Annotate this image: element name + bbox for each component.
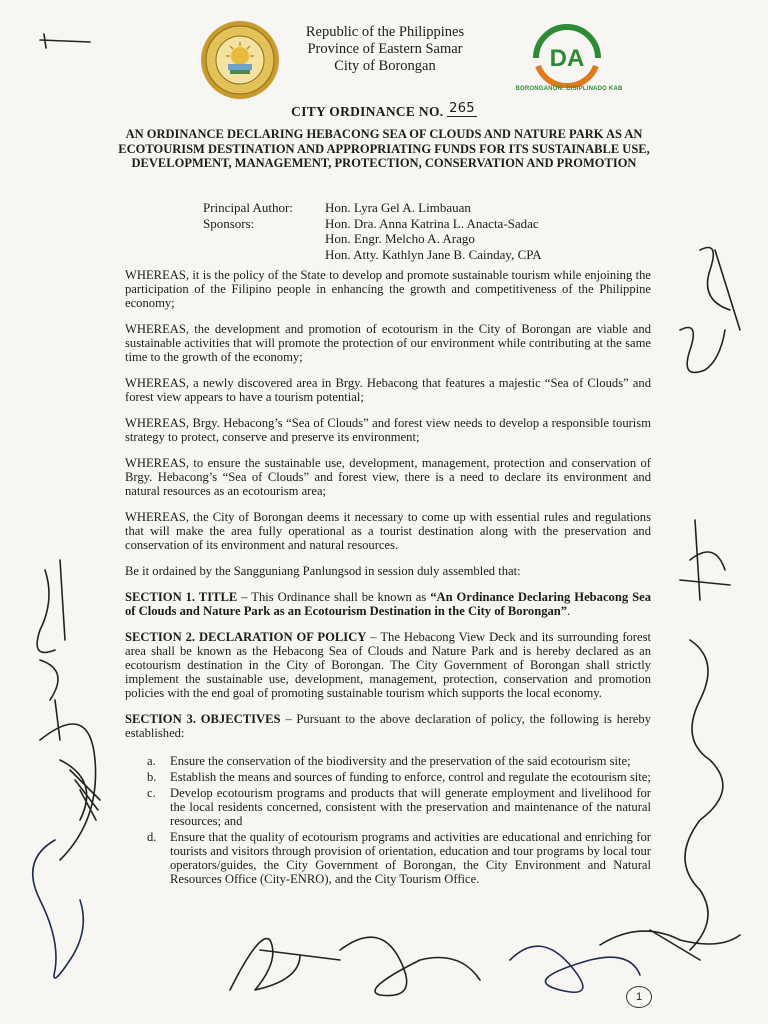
whereas-clause-5: WHEREAS, to ensure the sustainable use, development, management, protection and conservation of Brgy. Hebacong’s “Sea of Clouds” and forest view, there is a need to declare its environment and natural resources as an ecotourism area; (125, 456, 651, 498)
signature-left-large (40, 724, 100, 860)
list-item-text: Develop ecotourism programs and products that will generate employment and livelihood for the local residents concerned, consistent with the preservation and maintenance of the natural resources; and (170, 786, 651, 828)
ordinance-label: CITY ORDINANCE NO. (291, 104, 444, 119)
whereas-clause-3: WHEREAS, a newly discovered area in Brgy. Hebacong that features a majestic “Sea of Clouds” and forest view appears to have a tourism potential; (125, 376, 651, 404)
list-item-text: Establish the means and sources of funding to enforce, control and regulate the ecotourism site; (170, 770, 651, 784)
signature-bottom-1 (230, 939, 340, 990)
sponsor-2: Hon. Engr. Melcho A. Arago (325, 231, 475, 246)
section-3 (125, 712, 651, 740)
list-item (125, 786, 651, 828)
city-seal-icon (200, 20, 280, 100)
sponsors-label: Sponsors: (203, 215, 255, 231)
ordinance-number: 265 (449, 101, 475, 116)
ordinance-body (125, 268, 651, 888)
list-item-text: Ensure that the quality of ecotourism programs and activities are educational and enriching for tourists and visitors through provision of orientation, education and tour programs by local tour operators/guides, the City Government of Borongan, the City Environment and Natural Resources Office (City-ENRO), and the City Tourism Office. (170, 830, 651, 886)
signature-bottom-2 (340, 937, 480, 995)
signature-initial-left-2 (40, 660, 60, 740)
signature-initial-right-2 (680, 328, 725, 373)
list-marker: d. (147, 830, 157, 844)
list-item (125, 754, 651, 768)
signature-initial-right-1 (700, 248, 740, 331)
ordinance-title: AN ORDINANCE DECLARING HEBACONG SEA OF CLOUDS AND NATURE PARK AS AN ECOTOURISM DESTINATION AND APPROPRIATING FUNDS FOR ITS SUSTAINABLE USE, DEVELOPMENT, MANAGEMENT, PROTECTION, CONSERVATION AND PROMOTION (118, 127, 650, 171)
signature-bottom-3 (510, 946, 640, 992)
whereas-clause-4: WHEREAS, Brgy. Hebacong’s “Sea of Clouds” and forest view needs to develop a responsible tourism strategy to protect, conserve and preserve its environment; (125, 416, 651, 444)
header-republic: Republic of the Philippines (305, 24, 465, 40)
section-3-text: – Pursuant to the above declaration of policy, the following is hereby established: (125, 712, 651, 740)
header-province: Province of Eastern Samar (307, 41, 463, 57)
sponsor-1: Hon. Dra. Anna Katrina L. Anacta-Sadac (325, 215, 539, 231)
principal-author-label: Principal Author: (203, 200, 293, 215)
da-logo-text: DA (549, 45, 585, 72)
list-marker: a. (147, 754, 156, 768)
whereas-clause-2: WHEREAS, the development and promotion of ecotourism in the City of Borongan are viable and sustainable activities that will promote the protection of our environment while contributing at the same time to the growth of the economy; (125, 322, 651, 364)
section-1-end: . (567, 604, 571, 618)
sponsor-3: Hon. Atty. Kathlyn Jane B. Cainday, CPA (325, 246, 542, 262)
ordained-clause: Be it ordained by the Sangguniang Panlungsod in session duly assembled that: (125, 564, 521, 578)
list-item (125, 830, 651, 886)
section-2 (125, 630, 651, 700)
list-marker: b. (147, 770, 157, 784)
da-logo-icon (528, 20, 606, 88)
signature-right-long (685, 640, 723, 950)
list-marker: c. (147, 786, 156, 800)
section-1-title: “An Ordinance Declaring Hebacong Sea of Clouds and Nature Park as an Ecotourism Destination in the City of Borongan” (125, 590, 651, 618)
signature-initial-right-3 (680, 520, 730, 600)
signature-left-blue (33, 840, 84, 978)
whereas-clause-6: WHEREAS, the City of Borongan deems it necessary to come up with essential rules and regulations that will make the area fully operational as a tourist destination along with the preservation and conservation of its environment and natural resources. (125, 510, 651, 552)
list-item (125, 770, 651, 784)
section-3-heading: SECTION 3. OBJECTIVES (125, 712, 281, 726)
objectives-list (125, 754, 651, 886)
section-1-text: – This Ordinance shall be known as (237, 590, 431, 604)
whereas-clause-1: WHEREAS, it is the policy of the State to develop and promote sustainable tourism while enjoining the participation of the Filipino people in enhancing the growth and competitiveness of the Philippine economy; (125, 268, 651, 310)
section-1-heading: SECTION 1. TITLE (125, 590, 238, 604)
principal-author: Hon. Lyra Gel A. Limbauan (325, 200, 471, 215)
section-2-text: – The Hebacong View Deck and its surrounding forest area shall be known as the Hebacong Sea of Clouds and Nature Park and is hereby declared as an ecotourism destination in the City of Borongan. The City Government of Borongan shall strictly implement the sustainable use, development, management, protection, conservation and promotion policies with the end goal of promoting sustainable tourism which supports the local economy. (125, 630, 651, 700)
ordinance-number-line (0, 101, 768, 121)
section-2-heading: SECTION 2. DECLARATION OF POLICY (125, 630, 367, 644)
page-number: 1 (626, 986, 652, 1008)
signature-bottom-4 (600, 930, 740, 960)
da-tagline: BORONGANON: DISIPLINADO KAB (515, 86, 623, 92)
header-city: City of Borongan (334, 58, 436, 74)
signature-initial-left-1 (37, 560, 65, 653)
letterhead (285, 24, 485, 75)
list-item-text: Ensure the conservation of the biodiversity and the preservation of the said ecotourism site; (170, 754, 631, 768)
section-1 (125, 590, 651, 618)
corner-mark (40, 34, 90, 48)
